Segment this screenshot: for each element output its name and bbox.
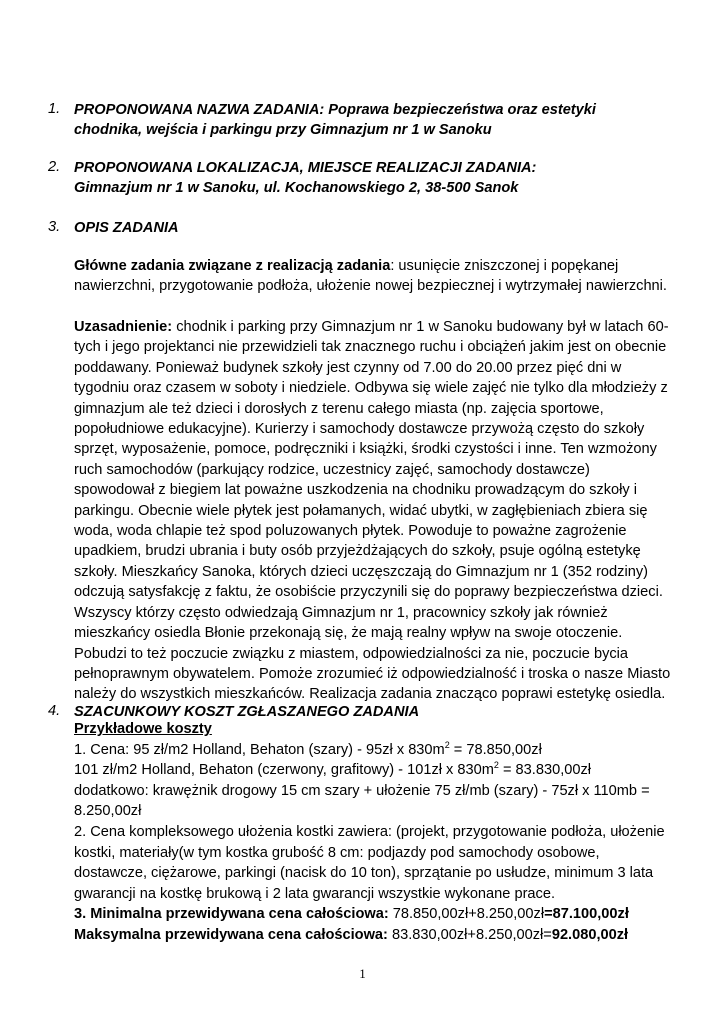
main-tasks-label: Główne zadania związane z realizacją zadania [74,258,391,274]
cost-subheading: Przykładowe koszty [74,721,212,737]
task-name: Poprawa bezpieczeństwa oraz estetyki [324,102,596,118]
justification-line: mieszkańcy osiedla Błonie przekonają się, że mają realny wpływ na swoje otoczenie. [74,625,623,642]
max-price-total: 92.080,00zł [551,926,629,943]
justification-line: popołudniowe edukacyjne). Kurierzy i samochody dostawcze przywożą często do szkoły [74,421,645,438]
superscript: 2 [444,739,450,750]
section-heading [74,100,596,140]
justification-line: spowodował z biegiem lat poważne uszkodzenia na chodniku prowadzącym do szkoły i [74,482,637,499]
justification-line: upadkiem, brudzi ubrania i buty osób przyjeżdżających do szkoły, psuje ogólną estetykę [74,543,641,560]
cost-text: 1. Cena: 95 zł/m2 Holland, Behaton (szary) - 95zł x 830m [74,741,445,758]
justification-paragraph [74,317,674,705]
cost-text: = 78.850,00zł [449,741,542,758]
cost-line-2 [74,760,674,781]
section-number: 3. [48,219,61,235]
point-2-line: dostawcze, ciężarowe, parkingi (nacisk do 10 ton), sprzątanie po usłudze, minimum 3 lata [74,865,654,882]
justification-line: gimnazjum ale też dzieci i dorosłych z terenu całego miasta (np. zajęcia sportowe, [74,400,604,417]
section-heading [74,218,179,238]
cost-text: 101 zł/m2 Holland, Behaton (czerwony, grafitowy) - 101zł x 830m [74,762,494,779]
cost-block [74,719,674,946]
justification-line: pełnoprawnym obywatelem. Pomoże zrozumieć iż odpowiedzialność i troska o nasze Miasto [74,665,671,682]
max-price-line [74,925,674,946]
justification-label: Uzasadnienie: [74,319,173,335]
justification-line: należy do wszystkich mieszkańców. Realizacja zadania znacząco poprawi estetykę osiedla. [74,686,666,703]
justification-line: szkoły. Mieszkańcy Sanoka, których dzieci uczęszczają do Gimnazjum nr 1 (352 rodziny) [74,563,648,580]
superscript: 2 [493,760,499,771]
point-2-line: gwarancji na kostkę brukową i 2 lata gwarancji wszystkie wykonane prace. [74,885,556,902]
justification-line: Pobudzi to też poczucie związku z miastem, odpowiedzialności za nie, poczucie bycia [74,645,629,662]
section-heading [74,158,536,198]
max-price-label: Maksymalna przewidywana cena całościowa: [74,926,388,943]
min-price-total: =87.100,00zł [544,906,629,923]
main-tasks-text: nawierzchni, przygotowanie podłoża, ułożenie nowej bezpiecznej i wytrzymałej nawierzchni. [74,278,667,295]
justification-line: sprzęt, wyposażenie, pomoce, podręczniki i książki, środki czystości i inne. Ten wzmożony [74,441,657,458]
section-number: 2. [48,159,61,175]
section-label: PROPONOWANA LOKALIZACJA, MIEJSCE REALIZACJI ZADANIA: [74,160,537,176]
justification-line: tygodniu oraz czasem w soboty i niedziele. Odbywa się wiele zajęć nie tylko dla młodzieży z [74,380,668,397]
location-text: Gimnazjum nr 1 w Sanoku, ul. Kochanowskiego 2, 38-500 Sanok [74,180,519,196]
task-name-cont: chodnika, wejścia i parkingu przy Gimnazjum nr 1 w Sanoku [74,122,492,138]
max-price-calc: 83.830,00zł+8.250,00zł= [387,926,552,943]
point-2-line: kostki, materiały(w tym kostka grubość 8 cm: podjazdy pod samochody osobowe, [74,844,600,861]
justification-line: chodnik i parking przy Gimnazjum nr 1 w Sanoku budowany był w latach 60- [172,319,669,335]
justification-line: tych i jego projektanci nie przewidzieli tak znacznego ruchu i obciążeń jakim jest on obecnie [74,339,667,356]
min-price-label: 3. Minimalna przewidywana cena całościowa: [74,906,389,923]
justification-line: parkingu. Obecnie wiele płytek jest połamanych, widać ubytki, w zagłębieniach zbiera się [74,502,648,519]
cost-text: = 83.830,00zł [498,762,592,779]
justification-line: Wszyscy którzy często odwiedzają Gimnazjum nr 1, pracownicy szkoły jak również [74,604,608,621]
main-tasks-text: : usunięcie zniszczonej i popękanej [390,258,619,274]
extra-cost-line: dodatkowo: krawężnik drogowy 15 cm szary + ułożenie 75 zł/mb (szary) - 75zł x 110mb = [74,782,650,799]
point-2-line: 2. Cena kompleksowego ułożenia kostki zawiera: (projekt, przygotowanie podłoża, ułożenie [74,823,665,840]
justification-line: ruch samochodów (parkujący rodzice, uczestnicy zajęć, samochody dostawcze) [74,461,590,478]
section-label: OPIS ZADANIA [74,220,179,236]
justification-line: poddawany. Ponieważ budynek szkoły jest czynny od 7.00 do 20.00 przez pięć dni w [74,359,622,376]
section-label: PROPONOWANA NAZWA ZADANIA: [74,102,325,118]
section-number: 1. [48,101,61,117]
min-price-calc: 78.850,00zł+8.250,00zł [388,906,545,923]
justification-line: woda, woda chlapie też spod poluzowanych płytek. Powoduje to poważne zagrożenie [74,523,627,540]
page-number: 1 [359,966,366,981]
justification-line: odczują satysfakcję z faktu, że osobiście przyczynili się do poprawy bezpieczeństwa dzieci. [74,584,663,601]
cost-line-1 [74,740,674,761]
min-price-line [74,904,674,925]
extra-cost-line: 8.250,00zł [74,803,142,820]
section-label: SZACUNKOWY KOSZT ZGŁASZANEGO ZADANIA [74,704,420,720]
main-tasks-paragraph [74,256,674,297]
section-number: 4. [48,703,61,719]
